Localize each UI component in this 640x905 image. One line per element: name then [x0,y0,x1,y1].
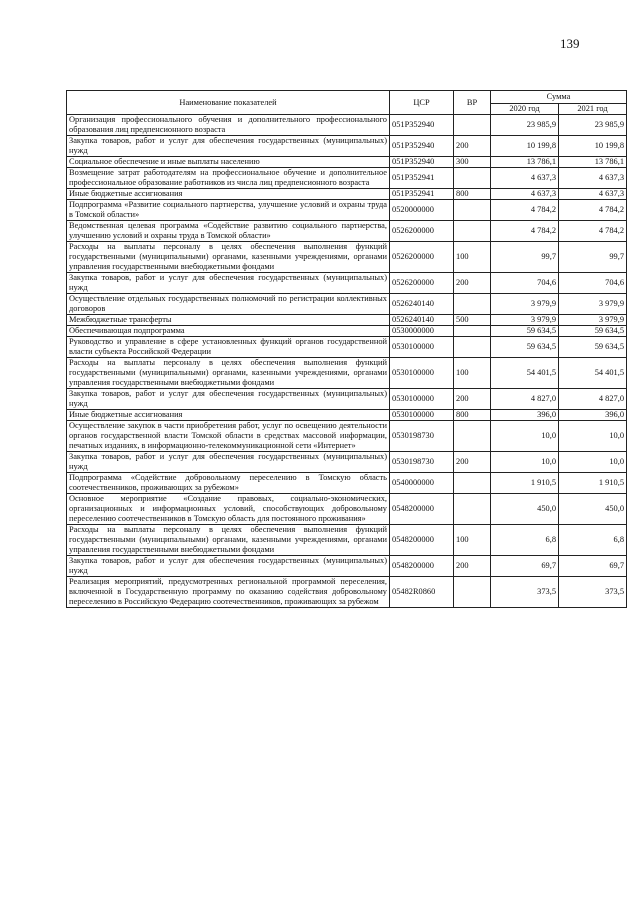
row-2020-cell: 13 786,1 [491,157,559,168]
row-csr-cell: 0526240140 [390,315,454,326]
row-csr-cell: 0530100000 [390,389,454,410]
row-2021-cell: 59 634,5 [559,326,627,337]
row-vr-cell: 100 [454,358,491,389]
row-2021-cell: 704,6 [559,273,627,294]
row-2020-cell: 704,6 [491,273,559,294]
row-vr-cell: 500 [454,315,491,326]
row-2021-cell: 23 985,9 [559,115,627,136]
table-row [67,525,627,556]
row-name-cell: Социальное обеспечение и иные выплаты населению [67,157,390,168]
row-name-cell: Подпрограмма «Развитие социального партнерства, улучшение условий и охраны труда в Томской области» [67,200,390,221]
table-row [67,577,627,608]
row-name-cell: Ведомственная целевая программа «Содействие развитию социального партнерства, улучшению условий и охраны труда в Томской области» [67,221,390,242]
row-vr-cell [454,494,491,525]
row-2020-cell: 396,0 [491,410,559,421]
table-row [67,410,627,421]
table-row [67,389,627,410]
row-csr-cell: 051P352940 [390,115,454,136]
row-name-cell: Закупка товаров, работ и услуг для обеспечения государственных (муниципальных) нужд [67,389,390,410]
row-2021-cell: 1 910,5 [559,473,627,494]
row-2020-cell: 59 634,5 [491,326,559,337]
table-row [67,473,627,494]
row-name-cell: Иные бюджетные ассигнования [67,189,390,200]
row-vr-cell: 100 [454,242,491,273]
row-2021-cell: 99,7 [559,242,627,273]
row-name-cell: Расходы на выплаты персоналу в целях обеспечения выполнения функций государственными (муниципальными) органами, казенными учреждениями, органами управления государственными внебюджетными фондами [67,358,390,389]
header-year-2020: 2020 год [491,104,559,115]
row-2021-cell: 4 637,3 [559,168,627,189]
table-row [67,294,627,315]
row-csr-cell: 0548200000 [390,494,454,525]
row-2021-cell: 59 634,5 [559,337,627,358]
row-2020-cell: 10,0 [491,452,559,473]
row-vr-cell: 200 [454,389,491,410]
row-vr-cell [454,115,491,136]
row-name-cell: Руководство и управление в сфере установленных функций органов государственной власти субъекта Российской Федерации [67,337,390,358]
row-2021-cell: 373,5 [559,577,627,608]
table-row [67,358,627,389]
row-csr-cell: 0530000000 [390,326,454,337]
table-row [67,556,627,577]
row-vr-cell: 800 [454,189,491,200]
table-row [67,221,627,242]
header-vr: ВР [454,91,491,115]
row-2021-cell: 10 199,8 [559,136,627,157]
row-name-cell: Межбюджетные трансферты [67,315,390,326]
row-vr-cell [454,200,491,221]
row-vr-cell [454,337,491,358]
row-vr-cell: 200 [454,556,491,577]
row-name-cell: Закупка товаров, работ и услуг для обеспечения государственных (муниципальных) нужд [67,136,390,157]
row-csr-cell: 0530100000 [390,358,454,389]
header-year-2021: 2021 год [559,104,627,115]
row-vr-cell: 200 [454,452,491,473]
row-vr-cell: 300 [454,157,491,168]
table-row [67,189,627,200]
row-vr-cell [454,577,491,608]
row-2020-cell: 450,0 [491,494,559,525]
row-vr-cell: 100 [454,525,491,556]
row-csr-cell: 0548200000 [390,525,454,556]
row-2020-cell: 4 784,2 [491,200,559,221]
row-2021-cell: 54 401,5 [559,358,627,389]
row-2021-cell: 10,0 [559,421,627,452]
row-2020-cell: 54 401,5 [491,358,559,389]
row-csr-cell: 0520000000 [390,200,454,221]
row-csr-cell: 0540000000 [390,473,454,494]
row-name-cell: Закупка товаров, работ и услуг для обеспечения государственных (муниципальных) нужд [67,556,390,577]
table-row [67,494,627,525]
row-name-cell: Возмещение затрат работодателям на профессиональное обучение и дополнительное профессиональное образование работников из числа лиц предпенсионного возраста [67,168,390,189]
table-body [67,115,627,608]
row-vr-cell: 800 [454,410,491,421]
table-row [67,315,627,326]
row-csr-cell: 05482R0860 [390,577,454,608]
row-csr-cell: 051P352941 [390,189,454,200]
row-name-cell: Закупка товаров, работ и услуг для обеспечения государственных (муниципальных) нужд [67,273,390,294]
row-2020-cell: 59 634,5 [491,337,559,358]
row-2021-cell: 69,7 [559,556,627,577]
row-name-cell: Подпрограмма «Содействие добровольному переселению в Томскую область соотечественников, проживающих за рубежом» [67,473,390,494]
header-name: Наименование показателей [67,91,390,115]
row-2020-cell: 23 985,9 [491,115,559,136]
row-csr-cell: 051P352940 [390,136,454,157]
row-name-cell: Организация профессионального обучения и дополнительного профессионального образования лиц предпенсионного возраста [67,115,390,136]
table-row [67,452,627,473]
row-csr-cell: 0530198730 [390,452,454,473]
row-2021-cell: 4 827,0 [559,389,627,410]
row-vr-cell: 200 [454,136,491,157]
table-row [67,136,627,157]
row-2020-cell: 4 784,2 [491,221,559,242]
row-name-cell: Основное мероприятие «Создание правовых, социально-экономических, организационных и информационных условий, способствующих добровольному переселению соотечественников в Томскую область для постоянного проживания» [67,494,390,525]
table-row [67,337,627,358]
row-vr-cell [454,473,491,494]
table-row [67,115,627,136]
row-csr-cell: 051P352940 [390,157,454,168]
row-2021-cell: 6,8 [559,525,627,556]
row-name-cell: Реализация мероприятий, предусмотренных региональной программой переселения, включенной в Государственную программу по оказанию содействия добровольному переселению в Российскую Федерацию соотечественников, проживающих за рубежом [67,577,390,608]
row-vr-cell [454,221,491,242]
table-row [67,200,627,221]
row-name-cell: Расходы на выплаты персоналу в целях обеспечения выполнения функций государственными (муниципальными) органами, казенными учреждениями, органами управления государственными внебюджетными фондами [67,242,390,273]
row-csr-cell: 0526200000 [390,221,454,242]
row-name-cell: Расходы на выплаты персоналу в целях обеспечения выполнения функций государственными (муниципальными) органами, казенными учреждениями, органами управления государственными внебюджетными фондами [67,525,390,556]
row-2020-cell: 6,8 [491,525,559,556]
row-2020-cell: 4 827,0 [491,389,559,410]
table-row [67,168,627,189]
row-csr-cell: 0548200000 [390,556,454,577]
budget-table [66,90,627,608]
row-vr-cell: 200 [454,273,491,294]
header-sum: Сумма [491,91,627,104]
row-name-cell: Закупка товаров, работ и услуг для обеспечения государственных (муниципальных) нужд [67,452,390,473]
row-2020-cell: 99,7 [491,242,559,273]
row-name-cell: Осуществление закупок в части приобретения работ, услуг по освещению деятельности органов государственной власти Томской области в средствах массовой информации, печатных изданиях, в информационно-телекоммуникационной сети «Интернет» [67,421,390,452]
table-row [67,421,627,452]
row-vr-cell [454,326,491,337]
row-2020-cell: 10 199,8 [491,136,559,157]
row-csr-cell: 0526200000 [390,242,454,273]
row-2021-cell: 450,0 [559,494,627,525]
header-csr: ЦСР [390,91,454,115]
row-2021-cell: 13 786,1 [559,157,627,168]
table-row [67,242,627,273]
row-csr-cell: 0530100000 [390,337,454,358]
row-csr-cell: 0530100000 [390,410,454,421]
row-2020-cell: 10,0 [491,421,559,452]
row-csr-cell: 0526240140 [390,294,454,315]
row-csr-cell: 0530198730 [390,421,454,452]
row-name-cell: Осуществление отдельных государственных полномочий по регистрации коллективных договоров [67,294,390,315]
table-row [67,326,627,337]
row-2020-cell: 4 637,3 [491,189,559,200]
row-2021-cell: 396,0 [559,410,627,421]
table-row [67,273,627,294]
row-2020-cell: 1 910,5 [491,473,559,494]
row-2020-cell: 3 979,9 [491,315,559,326]
row-csr-cell: 0526200000 [390,273,454,294]
row-2020-cell: 4 637,3 [491,168,559,189]
row-2021-cell: 4 637,3 [559,189,627,200]
row-vr-cell [454,294,491,315]
row-2021-cell: 3 979,9 [559,315,627,326]
table-row [67,157,627,168]
row-name-cell: Иные бюджетные ассигнования [67,410,390,421]
row-2020-cell: 69,7 [491,556,559,577]
row-2021-cell: 10,0 [559,452,627,473]
row-csr-cell: 051P352941 [390,168,454,189]
row-2020-cell: 3 979,9 [491,294,559,315]
row-name-cell: Обеспечивающая подпрограмма [67,326,390,337]
row-vr-cell [454,421,491,452]
page-number: 139 [560,36,580,51]
row-2021-cell: 4 784,2 [559,200,627,221]
row-vr-cell [454,168,491,189]
row-2021-cell: 4 784,2 [559,221,627,242]
row-2021-cell: 3 979,9 [559,294,627,315]
row-2020-cell: 373,5 [491,577,559,608]
